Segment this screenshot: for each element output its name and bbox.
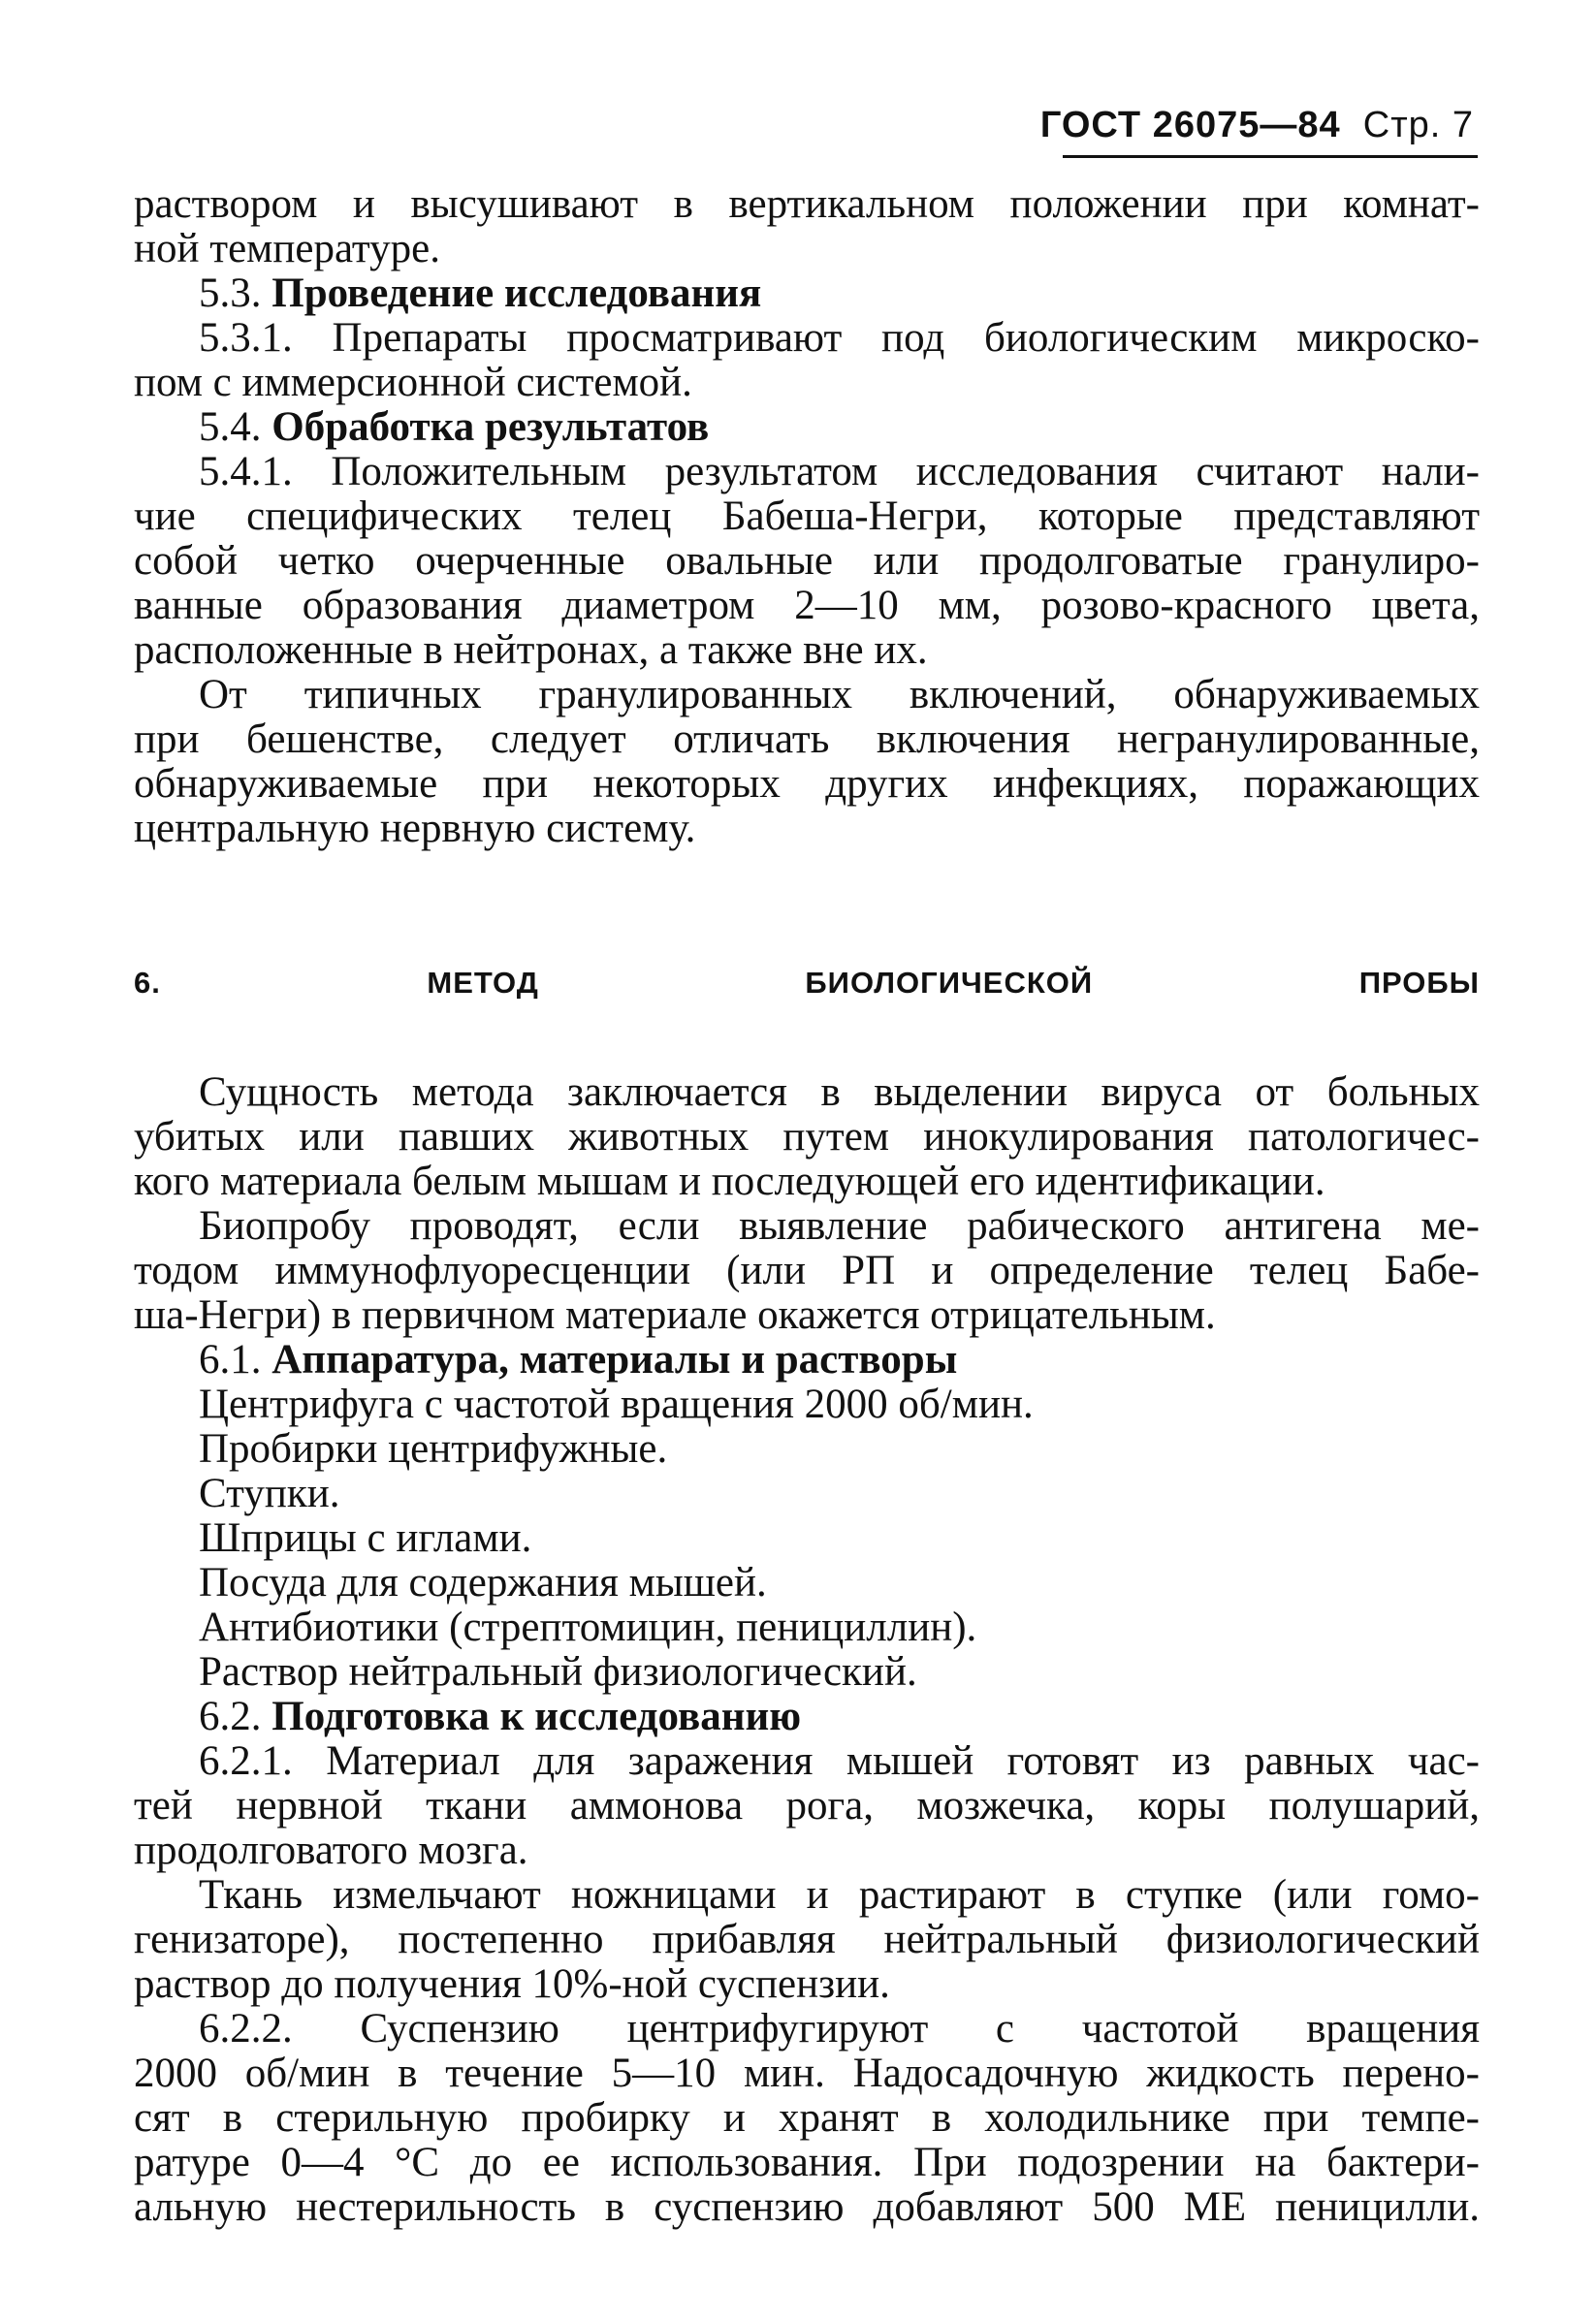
section-title: Аппаратура, материалы и растворы <box>271 1337 958 1383</box>
section-number: 5.3. <box>199 270 262 316</box>
text-line: убитых или павших животных путем инокулирования патологичес- <box>134 1114 1480 1160</box>
section-heading-5-3 <box>134 271 1480 316</box>
list-item: Посуда для содержания мышей. <box>199 1560 767 1606</box>
section-title: Обработка результатов <box>271 404 710 450</box>
text-line: генизаторе), постепенно прибавляя нейтральный физиологический <box>134 1917 1480 1962</box>
page-number: Стр. 7 <box>1362 105 1474 145</box>
text-line: пом с иммерсионной системой. <box>134 360 692 405</box>
text-line: тодом иммунофлуоресценции (или РП и определение телец Бабе- <box>134 1248 1480 1293</box>
text-line: обнаруживаемые при некоторых других инфекциях, поражающих <box>134 761 1480 807</box>
text-line: при бешенстве, следует отличать включения негранулированные, <box>134 716 1480 762</box>
text-line: ванные образования диаметром 2—10 мм, розово-красного цвета, <box>134 583 1480 628</box>
text-line: От типичных гранулированных включений, обнаруживаемых <box>199 672 1480 717</box>
text-line: ша-Негри) в первичном материале окажется отрицательным. <box>134 1292 1216 1338</box>
section-number: 5.4. <box>199 404 262 450</box>
standard-code: ГОСТ 26075—84 <box>1039 105 1341 145</box>
header-rule <box>1063 155 1478 158</box>
text-line: Биопробу проводят, если выявление рабического антигена ме- <box>199 1203 1480 1249</box>
section-title: Подготовка к исследованию <box>271 1694 802 1739</box>
document-body <box>134 182 1480 2230</box>
text-line: тей нервной ткани аммонова рога, мозжечка, коры полушарий, <box>134 1783 1480 1829</box>
text-line: альную нестерильность в суспензию добавляют 500 МЕ пеницилли. <box>134 2184 1480 2230</box>
text-line: 5.3.1. Препараты просматривают под биологическим микроско- <box>199 315 1480 361</box>
section-heading-5-4 <box>134 405 1480 450</box>
text-line: 2000 об/мин в течение 5—10 мин. Надосадочную жидкость перено- <box>134 2051 1480 2096</box>
text-line: Ткань измельчают ножницами и растирают в ступке (или гомо- <box>199 1872 1480 1918</box>
section-heading-6-2 <box>134 1695 1480 1739</box>
text-line: Сущность метода заключается в выделении вируса от больных <box>199 1069 1480 1115</box>
text-line: расположенные в нейтронах, а также вне их. <box>134 627 928 673</box>
list-item: Центрифуга с частотой вращения 2000 об/мин. <box>199 1382 1034 1427</box>
text-line: ной температуре. <box>134 226 440 271</box>
text-line: раствором и высушивают в вертикальном положении при комнат- <box>134 181 1480 227</box>
section-title: Проведение исследования <box>271 270 762 316</box>
text-line: собой четко очерченные овальные или продолговатые гранулиро- <box>134 538 1480 584</box>
list-item: Раствор нейтральный физиологический. <box>199 1649 917 1695</box>
text-line: кого материала белым мышам и последующей его идентификации. <box>134 1159 1325 1204</box>
text-line: продолговатого мозга. <box>134 1828 528 1873</box>
section-number: 6.1. <box>199 1337 262 1383</box>
text-line: чие специфических телец Бабеша-Негри, которые представляют <box>134 493 1480 539</box>
text-line: ратуре 0—4 °С до ее использования. При подозрении на бактери- <box>134 2140 1480 2185</box>
text-line: центральную нервную систему. <box>134 806 696 851</box>
list-item: Пробирки центрифужные. <box>199 1426 668 1472</box>
list-item: Антибиотики (стрептомицин, пенициллин). <box>199 1605 977 1650</box>
text-line: раствор до получения 10%-ной суспензии. <box>134 1961 890 2007</box>
text-line: 6.2.2. Суспензию центрифугируют с частотой вращения <box>199 2006 1480 2052</box>
page-header <box>1040 105 1474 146</box>
list-item: Шприцы с иглами. <box>199 1515 532 1561</box>
text-line: 5.4.1. Положительным результатом исследования считают нали- <box>199 449 1480 494</box>
section-number: 6.2. <box>199 1694 262 1739</box>
section-6-title: 6. МЕТОД БИОЛОГИЧЕСКОЙ ПРОБЫ <box>134 966 1480 1000</box>
section-heading-6-1 <box>134 1338 1480 1383</box>
text-line: сят в стерильную пробирку и хранят в холодильнике при темпе- <box>134 2095 1480 2141</box>
list-item: Ступки. <box>199 1471 340 1516</box>
text-line: 6.2.1. Материал для заражения мышей готовят из равных час- <box>199 1738 1480 1784</box>
